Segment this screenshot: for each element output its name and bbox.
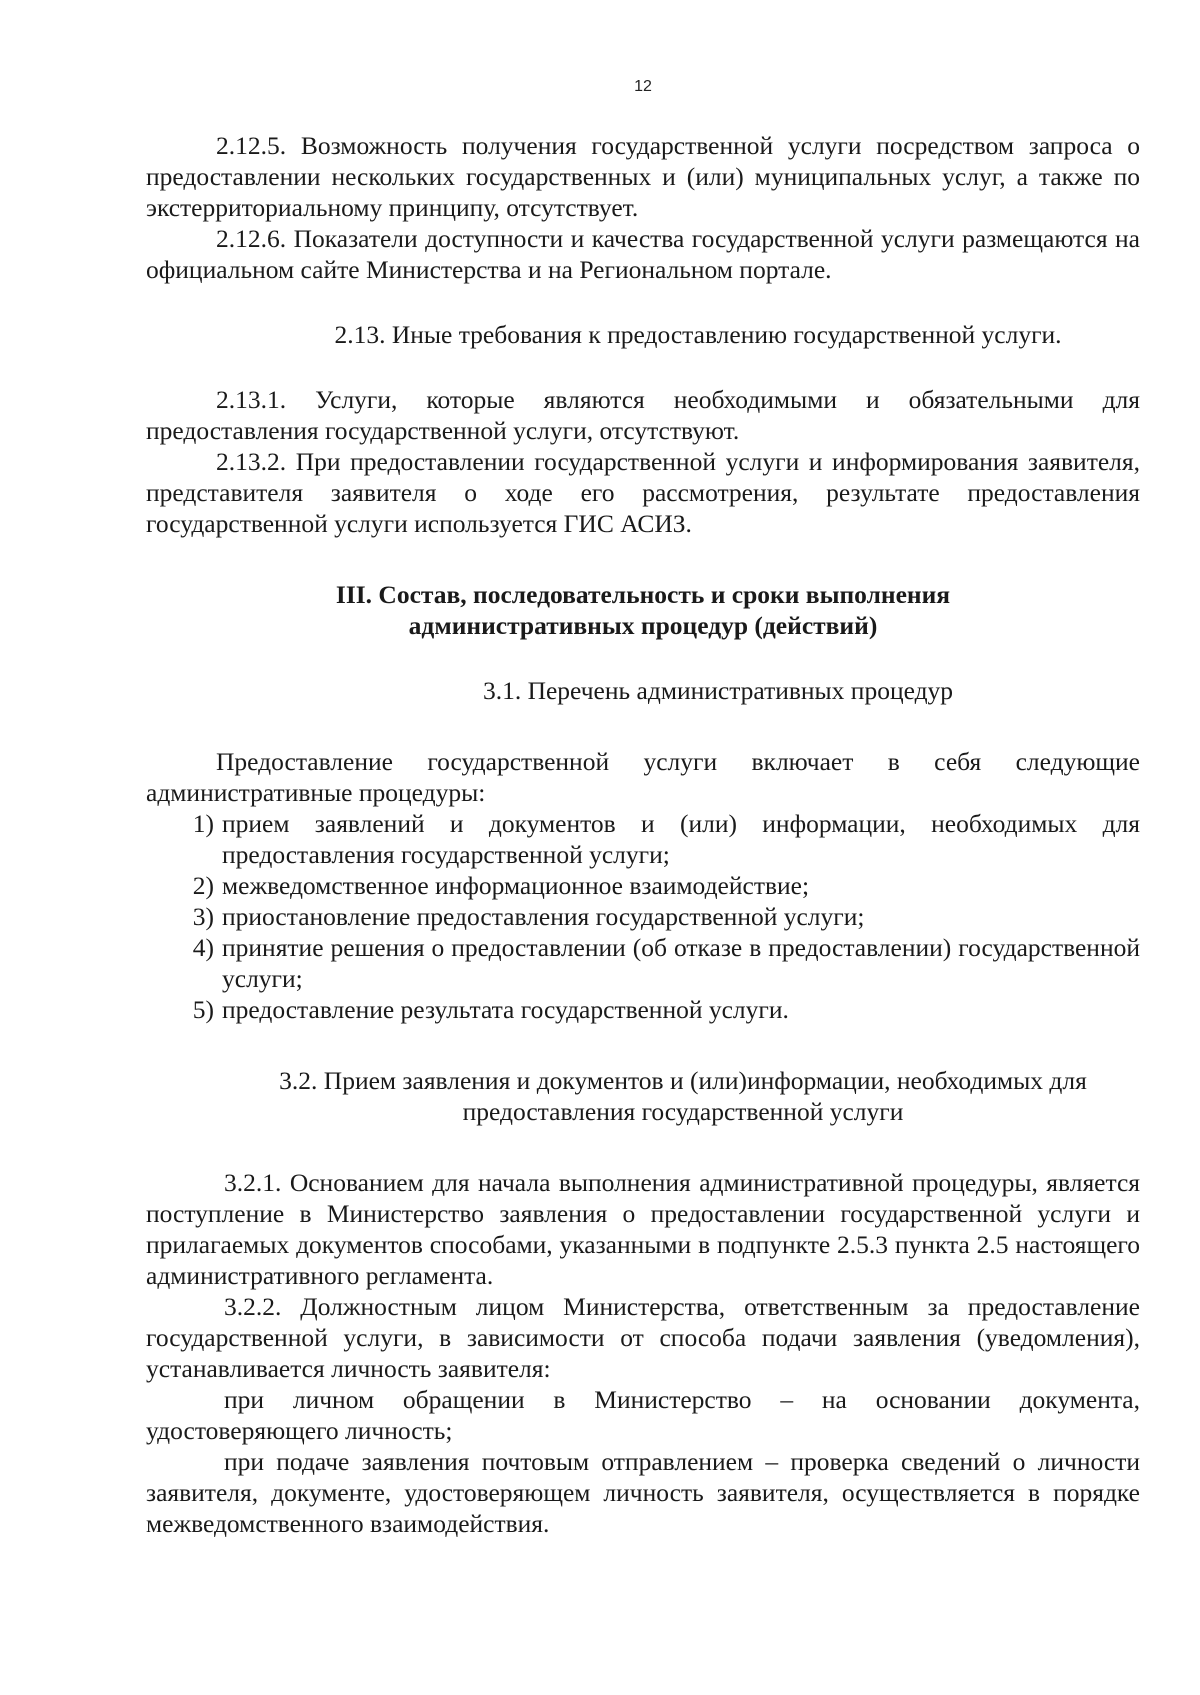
document-page	[146, 60, 1140, 1539]
list-item-text: приостановление предоставления государственной услуги;	[222, 902, 865, 931]
heading-3-2-line1: 3.2. Прием заявления и документов и (или)информации, необходимых для	[279, 1066, 1087, 1095]
section-3-title-line1: III. Состав, последовательность и сроки выполнения	[335, 580, 951, 609]
heading-2-13: 2.13. Иные требования к предоставлению государственной услуги.	[334, 320, 1062, 349]
list-item	[146, 994, 1140, 1025]
list-item-number: 1)	[192, 809, 214, 838]
heading-3-1: 3.1. Перечень административных процедур	[482, 676, 954, 705]
paragraph-personal-visit: при личном обращении в Министерство – на основании документа, удостоверяющего личность;	[146, 1385, 1140, 1445]
list-item	[146, 901, 1140, 932]
list-item-text: межведомственное информационное взаимодействие;	[222, 871, 810, 900]
list-item	[146, 808, 1140, 870]
list-item-text: принятие решения о предоставлении (об отказе в предоставлении) государственной услуги;	[222, 933, 1140, 993]
heading-3-2-line2: предоставления государственной услуги	[462, 1097, 904, 1126]
list-item	[146, 870, 1140, 901]
list-item-number: 2)	[192, 871, 214, 900]
list-item	[146, 932, 1140, 994]
list-item-number: 5)	[192, 995, 214, 1024]
procedures-list	[146, 808, 1140, 1025]
list-item-number: 3)	[192, 902, 214, 931]
page-number: 12	[634, 78, 652, 95]
intro-3-1: Предоставление государственной услуги включает в себя следующие административные процедуры:	[146, 747, 1140, 807]
paragraph-2-13-1: 2.13.1. Услуги, которые являются необходимыми и обязательными для предоставления государственной услуги, отсутствуют.	[146, 385, 1140, 445]
list-item-text: предоставление результата государственной услуги.	[222, 995, 789, 1024]
list-item-text: прием заявлений и документов и (или) информации, необходимых для предоставления государственной услуги;	[222, 809, 1140, 869]
paragraph-2-13-2: 2.13.2. При предоставлении государственной услуги и информирования заявителя, представителя заявителя о ходе его рассмотрения, результате предоставления государственной услуги используется ГИС АСИЗ.	[146, 447, 1140, 538]
paragraph-2-12-6: 2.12.6. Показатели доступности и качества государственной услуги размещаются на официальном сайте Министерства и на Региональном портале.	[146, 224, 1140, 284]
paragraph-postal: при подаче заявления почтовым отправлением – проверка сведений о личности заявителя, документе, удостоверяющем личность заявителя, осуществляется в порядке межведомственного взаимодействия.	[146, 1447, 1140, 1538]
paragraph-3-2-2: 3.2.2. Должностным лицом Министерства, ответственным за предоставление государственной услуги, в зависимости от способа подачи заявления (уведомления), устанавливается личность заявителя:	[146, 1292, 1140, 1383]
section-3-title-line2: административных процедур (действий)	[408, 611, 878, 640]
paragraph-3-2-1: 3.2.1. Основанием для начала выполнения административной процедуры, является поступление в Министерство заявления о предоставлении государственной услуги и прилагаемых документов способами, указанными в подпункте 2.5.3 пункта 2.5 настоящего административного регламента.	[146, 1168, 1140, 1290]
paragraph-2-12-5: 2.12.5. Возможность получения государственной услуги посредством запроса о предоставлении нескольких государственных и (или) муниципальных услуг, а также по экстерриториальному принципу, отсутствует.	[146, 131, 1140, 222]
list-item-number: 4)	[192, 933, 214, 962]
